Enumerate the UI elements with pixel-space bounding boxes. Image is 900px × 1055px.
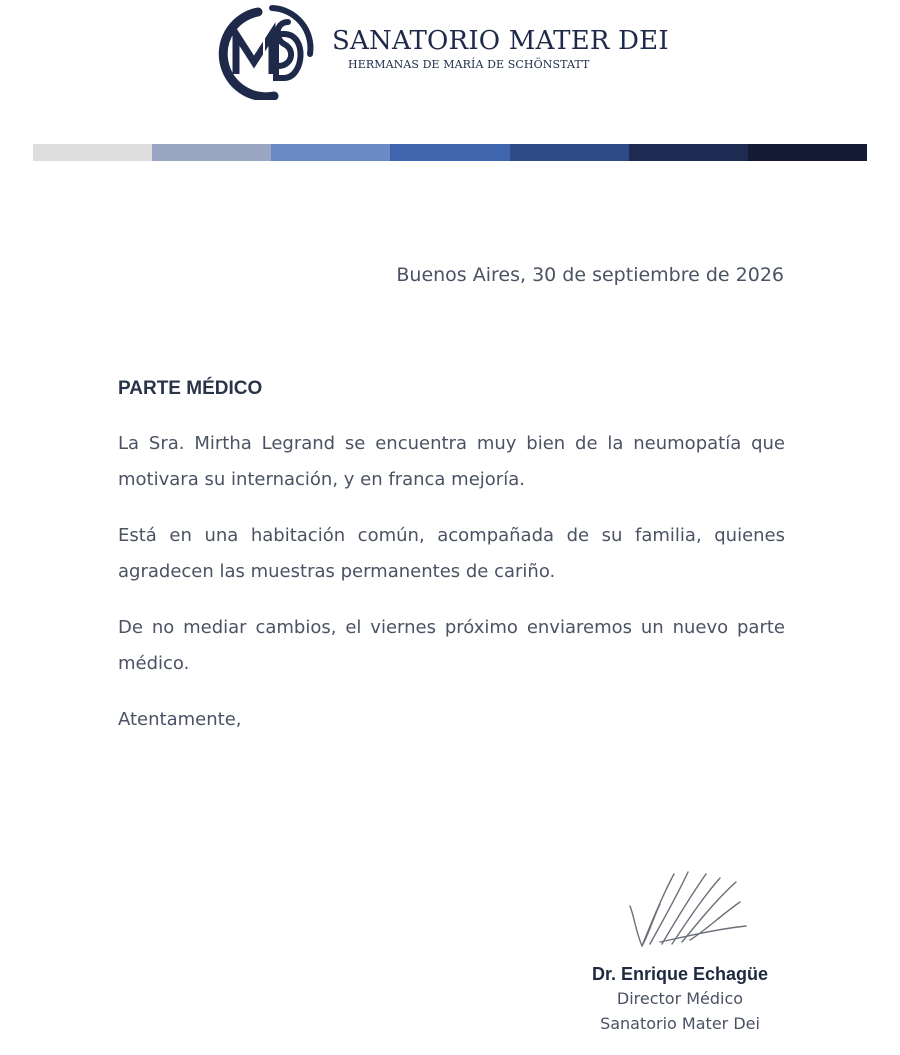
brand-subtitle: HERMANAS DE MARÍA DE SCHÖNSTATT <box>348 58 590 71</box>
paragraph: De no mediar cambios, el viernes próximo enviaremos un nuevo parte médico. <box>118 617 785 674</box>
signer-name: Dr. Enrique Echagüe <box>591 964 769 984</box>
sanatorio-logo <box>212 4 320 100</box>
brand-name: SANATORIO MATER DEI <box>332 26 669 56</box>
letter-body <box>118 378 785 738</box>
paragraph: La Sra. Mirtha Legrand se encuentra muy bien de la neumopatía que motivara su internación, y en franca mejoría. <box>118 433 785 490</box>
letterhead <box>0 0 900 110</box>
color-stripe-segment <box>33 144 152 161</box>
color-stripe-segment <box>629 144 748 161</box>
color-stripe-segment <box>390 144 509 161</box>
signer-institution: Sanatorio Mater Dei <box>600 1014 760 1033</box>
color-stripe <box>33 144 867 161</box>
handwritten-signature <box>620 866 760 958</box>
brand-block <box>332 26 702 71</box>
color-stripe-segment <box>510 144 629 161</box>
color-stripe-segment <box>271 144 390 161</box>
signer-role: Director Médico <box>616 989 744 1008</box>
paragraph: Está en una habitación común, acompañada de su familia, quienes agradecen las muestras permanentes de cariño. <box>118 525 785 582</box>
document-title: PARTE MÉDICO <box>118 378 263 399</box>
color-stripe-segment <box>748 144 867 161</box>
signature-block <box>560 962 800 1036</box>
closing-line: Atentamente, <box>118 709 242 730</box>
color-stripe-segment <box>152 144 271 161</box>
letter-date: Buenos Aires, 30 de septiembre de 2026 <box>396 264 784 286</box>
